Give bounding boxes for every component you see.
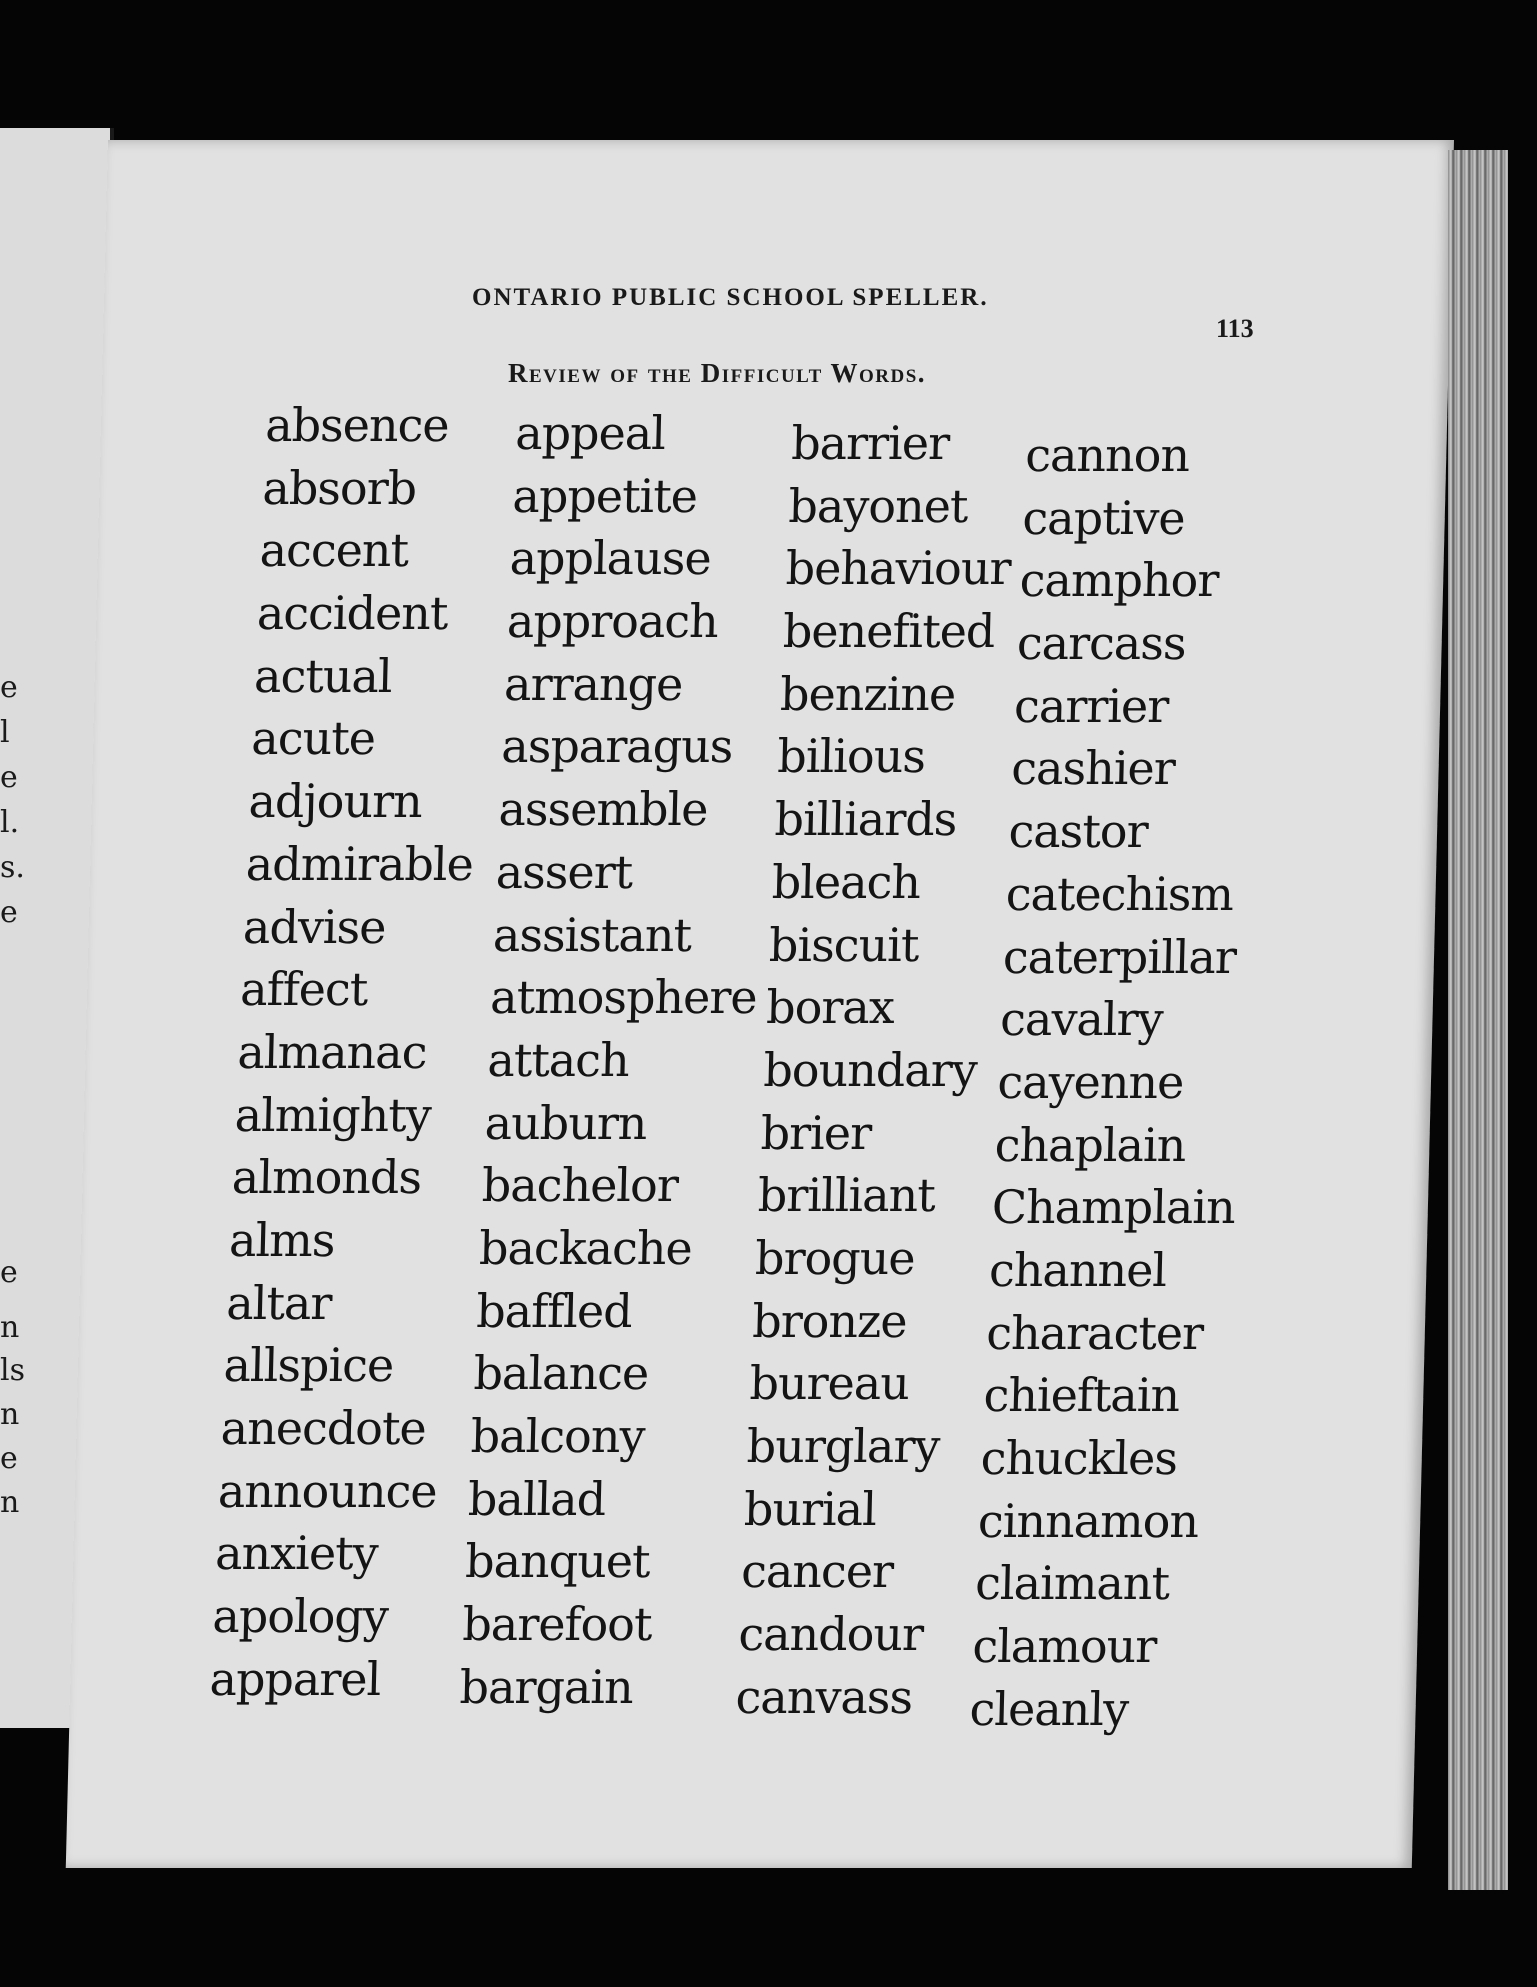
word-list-item: borax [765,980,895,1035]
page-number: 113 [1216,314,1254,343]
word-list-item: apparel [209,1651,382,1706]
left-page-fragment: l [0,715,10,750]
word-list-item: bilious [776,729,926,784]
word-list-item: almighty [234,1087,432,1142]
word-list-item: catechism [1005,866,1234,921]
word-list-item: bayonet [787,478,969,533]
word-list-item: clamour [971,1619,1157,1674]
word-list-item: caterpillar [1002,929,1237,984]
word-list-item: burglary [746,1419,941,1473]
word-list-item: assert [495,844,633,899]
left-page-fragment: n [0,1397,20,1432]
word-list-item: bureau [748,1356,910,1411]
word-list-item: cannon [1024,428,1190,482]
word-list-item: chieftain [982,1368,1180,1423]
word-list-item: absence [264,398,450,452]
word-list-item: camphor [1019,553,1219,608]
word-list-item: channel [988,1242,1167,1297]
word-list-item: asparagus [500,719,734,774]
word-list-item: barefoot [461,1597,653,1652]
word-column-4 [969,424,1254,1740]
word-list-item: allspice [222,1338,394,1393]
word-list-item: appetite [511,468,698,523]
left-page-fragment: e [0,1441,18,1476]
word-list-item: chuckles [980,1431,1178,1485]
left-page-fragment: l. [0,805,20,840]
word-list-item: bachelor [481,1158,679,1213]
running-header: ONTARIO PUBLIC SCHOOL SPELLER. [472,284,989,311]
word-list-item: applause [509,531,712,586]
word-list-item: benzine [779,666,956,721]
word-column-2 [459,402,771,1718]
word-list-item: billiards [773,792,958,847]
left-page-fragment: e [0,670,18,705]
word-list-item: benefited [782,604,996,659]
word-list-item: barrier [790,416,950,470]
left-page-fragment: n [0,1310,20,1345]
word-list-item: admirable [245,836,474,891]
word-list-item: advise [242,899,387,954]
section-heading: Review of the Difficult Words. [508,358,927,388]
word-list-item: anxiety [214,1526,379,1581]
word-list-item: balcony [470,1409,646,1463]
word-list-item: acute [250,711,376,766]
word-list-item: brier [760,1105,872,1160]
word-list-item: cashier [1010,741,1176,796]
left-page-fragment: ls [0,1353,25,1388]
left-page-fragment: s. [0,850,25,885]
word-list-item: cleanly [969,1681,1129,1736]
word-list-item: accident [256,586,449,641]
word-list-item: actual [253,648,393,703]
word-list-item: almonds [231,1150,422,1205]
word-list-item: anecdote [220,1401,427,1455]
word-list-item: alms [228,1212,336,1267]
word-list-item: character [985,1305,1204,1360]
word-list-item: castor [1007,804,1149,859]
word-list-item: behaviour [785,541,1012,596]
word-list-item: altar [225,1275,333,1330]
left-page-fragment: e [0,760,18,795]
word-list-item: auburn [484,1095,648,1150]
word-column-1 [209,394,484,1710]
word-list-item: baffled [475,1283,633,1338]
word-list-item: brilliant [757,1168,936,1223]
word-list-item: chaplain [994,1117,1187,1172]
word-list-item: ballad [467,1471,606,1526]
word-list-item: cayenne [996,1054,1185,1109]
word-list-item: claimant [974,1556,1170,1611]
word-list-item: candour [737,1607,924,1662]
word-list-item: balance [472,1346,649,1401]
word-list-item: affect [239,962,368,1017]
word-list-item: announce [217,1463,438,1518]
word-list-item: burial [743,1481,877,1536]
left-page-fragment: e [0,1255,18,1290]
word-list-item: cavalry [999,992,1164,1047]
word-list-item: bargain [459,1659,634,1714]
word-list-item: attach [486,1032,630,1087]
word-list-item: absorb [261,460,417,515]
word-list-item: atmosphere [489,970,758,1025]
word-list-item: carcass [1016,616,1187,671]
word-list-item: captive [1021,490,1186,545]
left-page-fragment: e [0,895,18,930]
word-list-item: backache [478,1220,693,1275]
word-column-3 [735,412,1014,1728]
word-list-item: almanac [236,1024,428,1079]
word-list-item: assistant [492,907,692,962]
word-list-item: bronze [751,1293,908,1348]
word-list-item: approach [506,594,719,649]
word-list-item: Champlain [991,1180,1236,1235]
word-list-item: carrier [1013,678,1169,733]
word-list-item: appeal [514,406,666,460]
word-list-item: bleach [771,854,921,909]
word-list-item: cancer [740,1544,894,1599]
word-list-item: banquet [464,1534,651,1589]
page-edges [1448,150,1508,1890]
word-list-item: arrange [503,656,683,711]
word-list-item: canvass [735,1669,913,1724]
word-list-item: apology [211,1589,389,1644]
word-list-item: biscuit [768,917,920,972]
left-page-fragment: n [0,1485,20,1520]
word-list-item: boundary [762,1042,978,1097]
word-list-item: assemble [497,782,709,837]
word-list-item: adjourn [247,774,423,829]
word-list-item: cinnamon [977,1493,1199,1548]
word-list-item: brogue [754,1230,916,1285]
word-list-item: accent [259,523,409,578]
